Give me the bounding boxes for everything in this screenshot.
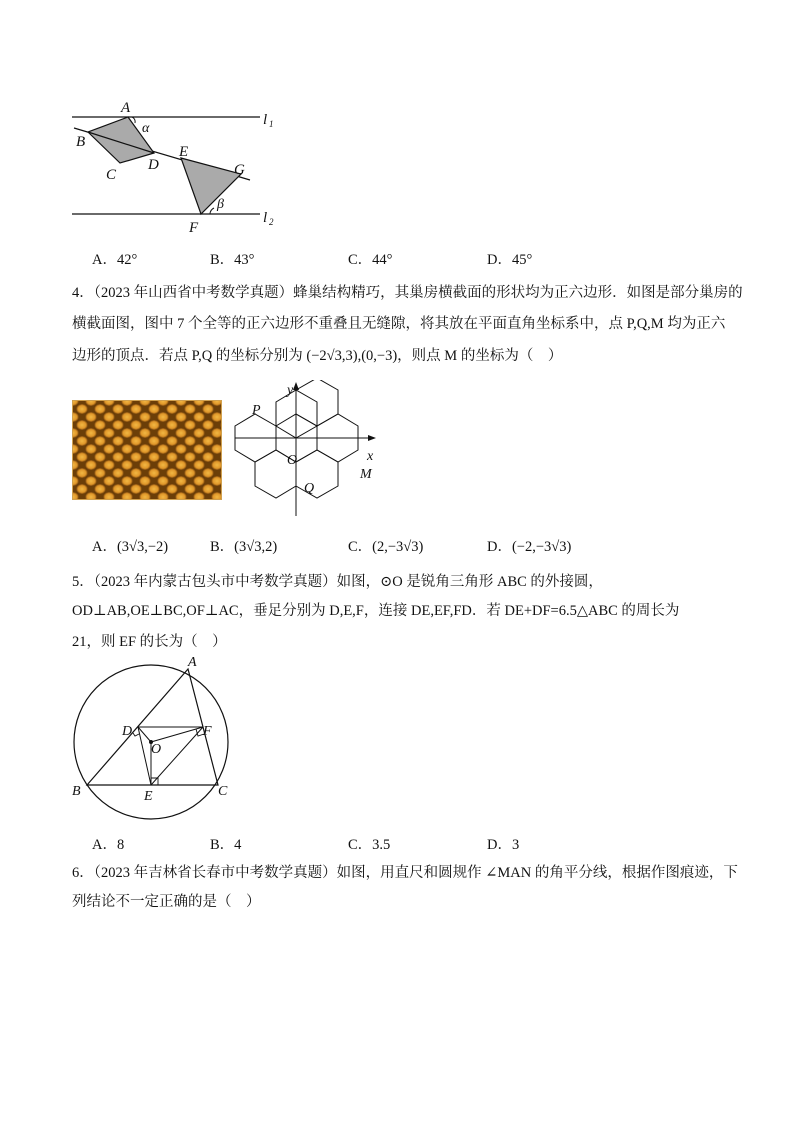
label-C: C <box>218 784 228 799</box>
label-D: D <box>148 157 159 173</box>
label-B: B <box>76 134 86 150</box>
q4-stem-line1: 4．（2023 年山西省中考数学真题）蜂巢结构精巧，其巢房横截面的形状均为正六边形．如图是部分巢房的 <box>72 285 743 301</box>
label-E: E <box>144 789 153 804</box>
label-C: C <box>106 167 117 183</box>
q5-choice-d[interactable]: D．3 <box>487 837 520 853</box>
q4-choice-d[interactable]: D．(−2,−3√3) <box>487 539 572 555</box>
label-l1: l <box>263 112 268 128</box>
q5-stem-line2: OD⊥AB,OE⊥BC,OF⊥AC，垂足分别为 D,E,F，连接 DE,EF,FD．若 DE+DF=6.5△ABC 的周长为 <box>72 603 680 619</box>
label-l2-sub: 2 <box>269 217 274 227</box>
point-M-label: M <box>360 467 372 482</box>
axis-x-label: x <box>367 449 374 464</box>
q4-choice-a[interactable]: A．(3√3,−2) <box>92 539 169 555</box>
q5-choice-a[interactable]: A．8 <box>92 837 125 853</box>
q4-hexagon-graph <box>230 380 390 525</box>
q5-stem-line1: 5．（2023 年内蒙古包头市中考数学真题）如图，⊙O 是锐角三角形 ABC 的外接圆， <box>72 574 603 590</box>
label-beta: β <box>217 197 224 212</box>
label-l1-sub: 1 <box>269 119 274 129</box>
label-alpha: α <box>142 121 150 136</box>
q6-stem-line2: 列结论不一定正确的是（ ） <box>72 894 261 910</box>
q5-choice-b[interactable]: B．4 <box>210 837 242 853</box>
q3-choice-c[interactable]: C．44° <box>348 252 393 268</box>
q3-figure <box>60 95 290 240</box>
label-G: G <box>234 162 245 178</box>
point-Q-label: Q <box>304 481 315 496</box>
label-A: A <box>121 100 131 116</box>
q3-choice-a[interactable]: A．42° <box>92 252 138 268</box>
label-A: A <box>188 655 197 670</box>
q6-stem-line1: 6．（2023 年吉林省长春市中考数学真题）如图，用直尺和圆规作 ∠MAN 的角平分线，根据作图痕迹，下 <box>72 865 738 881</box>
label-l2: l <box>263 210 268 226</box>
q4-stem-line3: 边形的顶点．若点 P,Q 的坐标分别为 (−2√3,3),(0,−3)，则点 M 的坐标为（ ） <box>72 348 563 364</box>
label-F: F <box>203 724 212 739</box>
q5-circle-figure <box>62 655 242 830</box>
label-F: F <box>189 220 199 236</box>
q3-choice-d[interactable]: D．45° <box>487 252 533 268</box>
axis-y-label: y <box>287 383 294 398</box>
point-P-label: P <box>252 403 261 418</box>
origin-label: O <box>287 453 298 468</box>
label-D: D <box>122 724 133 739</box>
q5-stem-line3: 21，则 EF 的长为（ ） <box>72 634 227 650</box>
q4-stem-line2: 横截面图，图中 7 个全等的正六边形不重叠且无缝隙，将其放在平面直角坐标系中，点 P,Q,M 均为正六 <box>72 316 726 332</box>
q4-choice-c[interactable]: C．(2,−3√3) <box>348 539 424 555</box>
label-E: E <box>179 144 189 160</box>
honeycomb-photo <box>72 400 222 500</box>
q3-choice-b[interactable]: B．43° <box>210 252 255 268</box>
label-B: B <box>72 784 81 799</box>
q5-choice-c[interactable]: C．3.5 <box>348 837 391 853</box>
label-O: O <box>151 742 162 757</box>
q4-choice-b[interactable]: B．(3√3,2) <box>210 539 278 555</box>
